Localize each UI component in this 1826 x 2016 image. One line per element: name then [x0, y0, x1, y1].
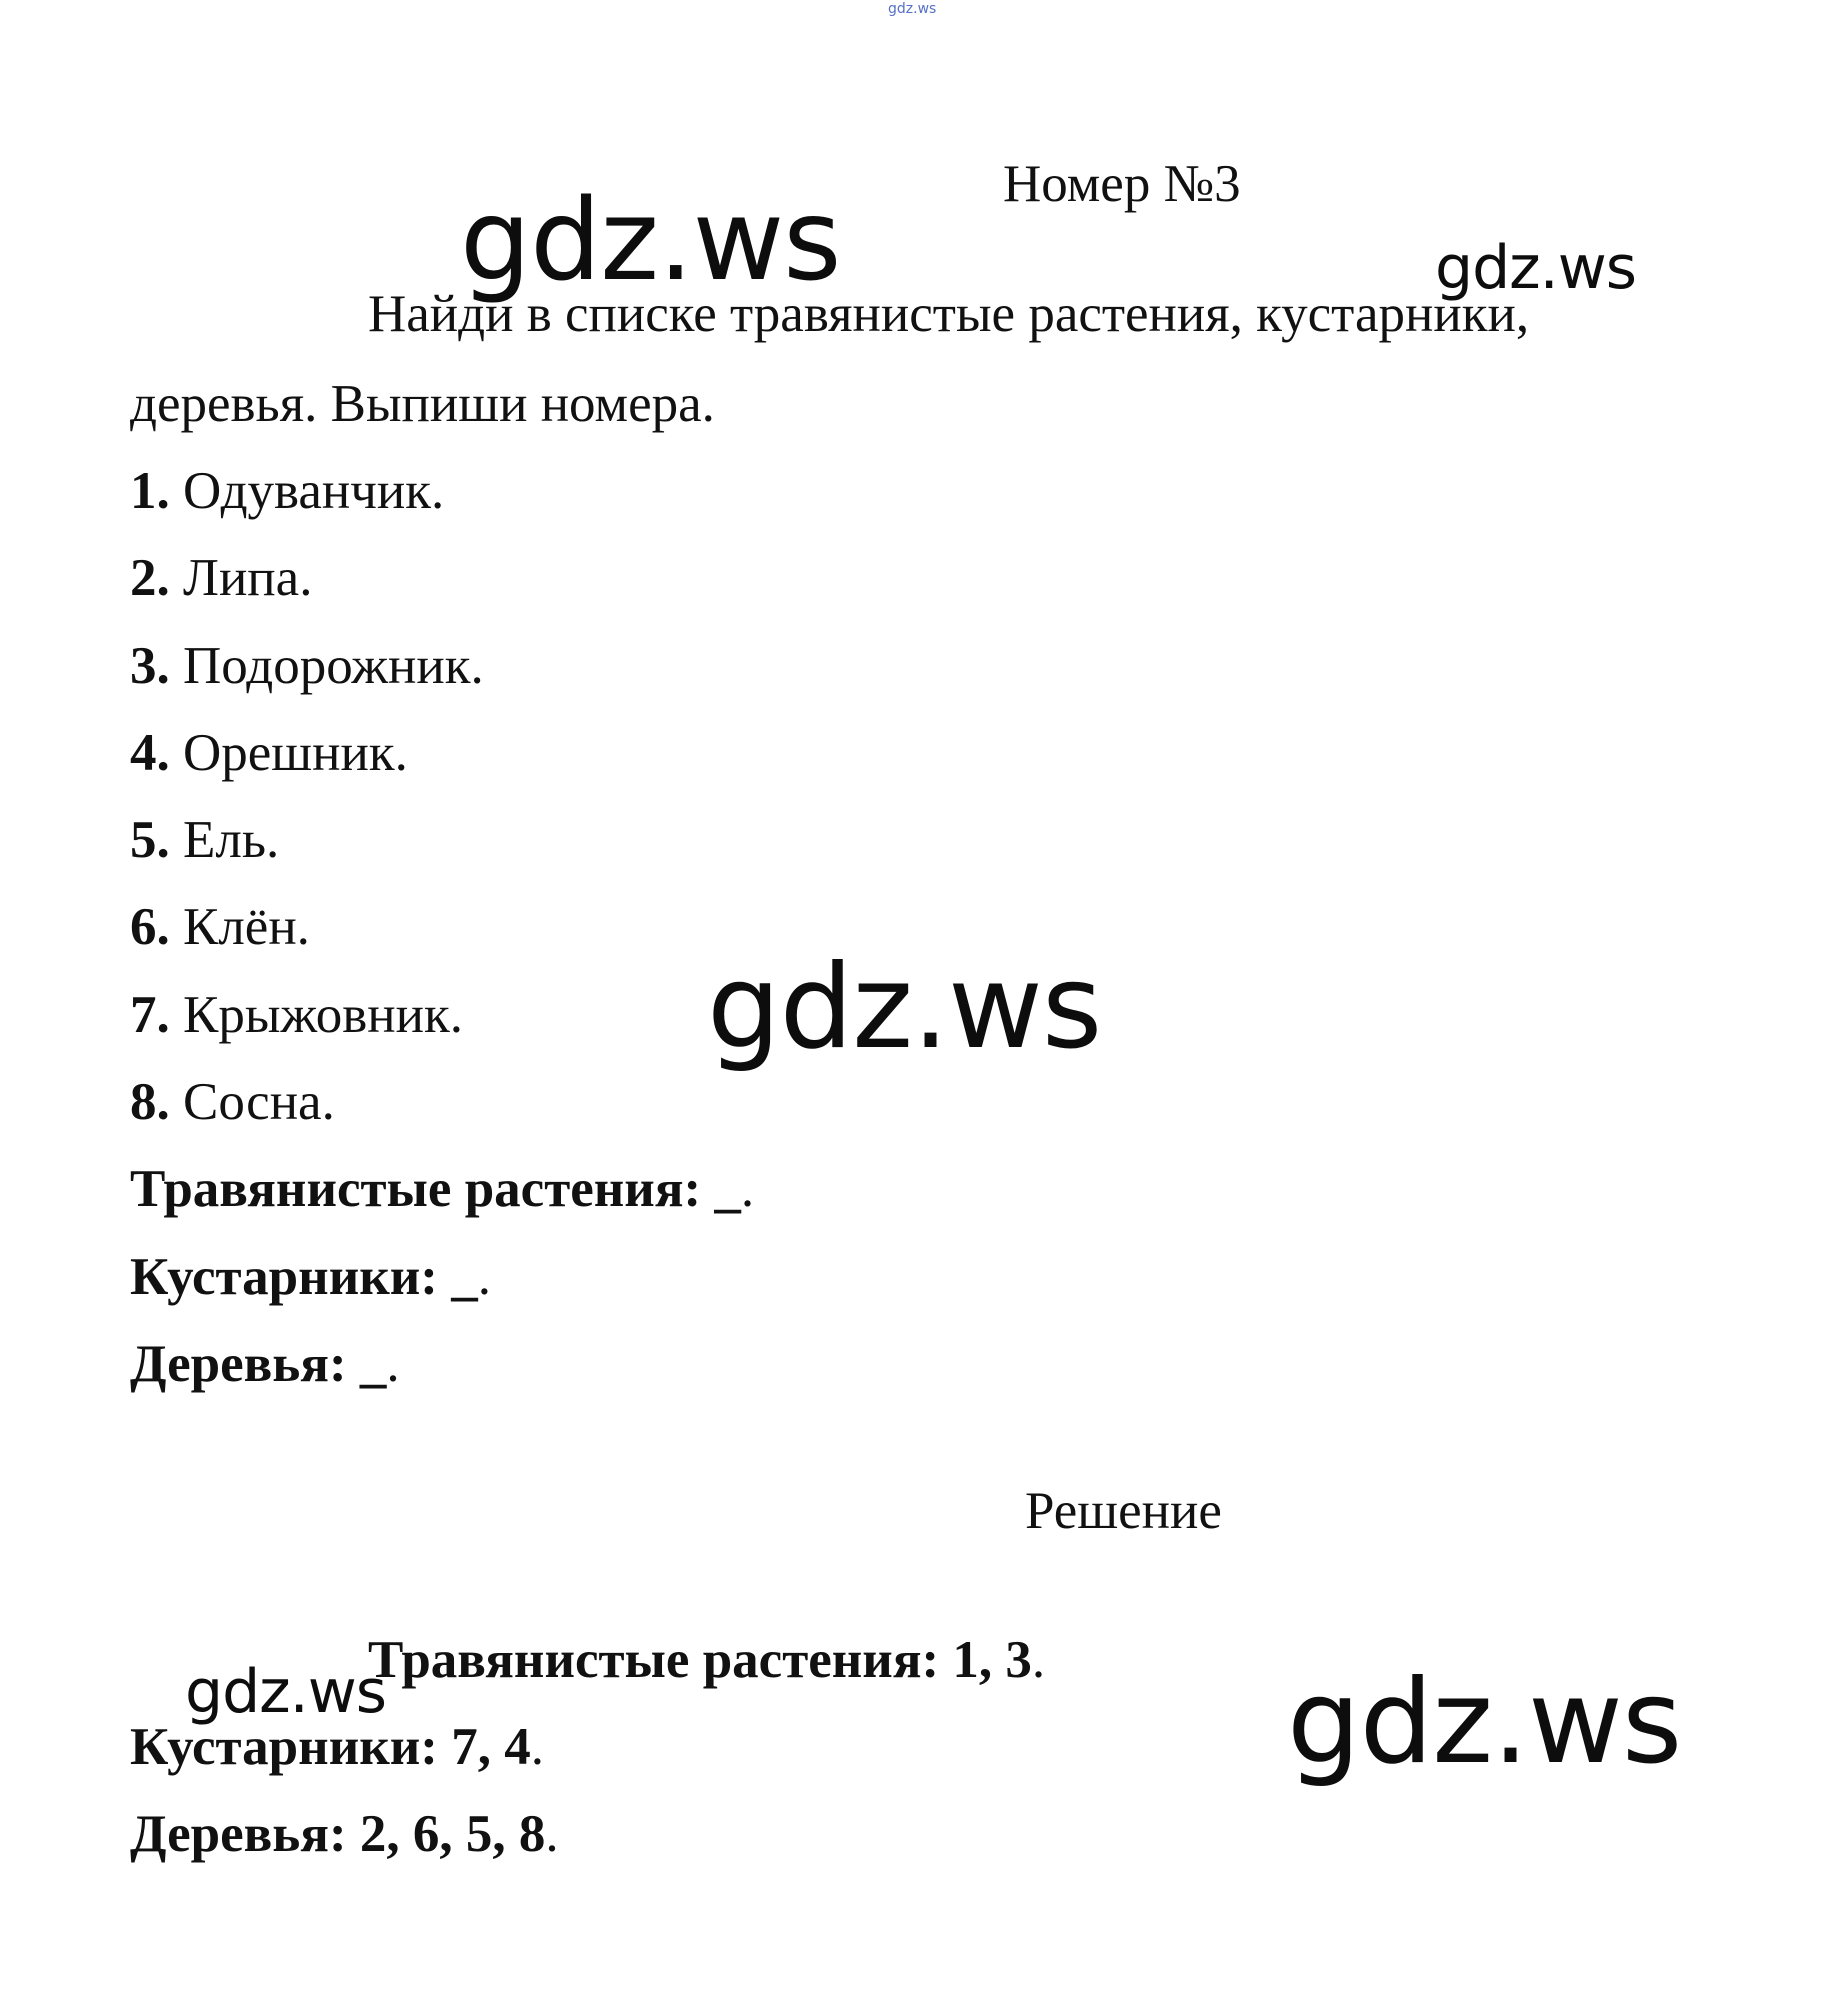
answer-value: 7, 4 — [451, 1718, 531, 1776]
list-item-number: 6. — [130, 898, 170, 956]
watermark: gdz.ws — [707, 940, 1102, 1075]
list-item-text: Крыжовник. — [183, 986, 464, 1044]
solution-heading: Решение — [1025, 1482, 1222, 1540]
list-item — [130, 1073, 335, 1131]
blank-end: . — [386, 1335, 400, 1393]
page-title: Номер №3 — [1003, 155, 1241, 213]
answer-label: Кустарники: — [130, 1718, 438, 1776]
header-watermark: gdz.ws — [888, 1, 937, 17]
list-item — [130, 986, 464, 1044]
blank-value: _ — [359, 1335, 387, 1393]
list-item-text: Подорожник. — [183, 637, 484, 695]
list-item — [130, 637, 484, 695]
list-item-number: 3. — [130, 637, 170, 695]
blank-label: Деревья: — [130, 1335, 347, 1393]
answer-label: Деревья: — [130, 1805, 347, 1863]
list-item-text: Одуванчик. — [183, 462, 445, 520]
list-item-text: Сосна. — [183, 1073, 335, 1131]
watermark: gdz.ws — [1287, 1655, 1682, 1790]
list-item-number: 1. — [130, 462, 170, 520]
task-line-2: деревья. Выпиши номера. — [130, 375, 715, 433]
blank-label: Травянистые растения: — [130, 1160, 702, 1218]
blank-value: _ — [714, 1160, 741, 1218]
blank-end: . — [740, 1160, 755, 1218]
list-item-number: 5. — [130, 811, 170, 869]
blank-label: Кустарники: — [130, 1248, 438, 1306]
list-item-text: Ель. — [183, 811, 280, 869]
task-line-1: Найди в списке травянистые растения, кустарники, — [368, 285, 1530, 343]
blank-herbs — [130, 1160, 755, 1218]
list-item-text: Орешник. — [183, 724, 408, 782]
list-item-text: Липа. — [183, 549, 313, 607]
list-item — [130, 811, 280, 869]
list-item — [130, 549, 313, 607]
blank-trees — [130, 1335, 400, 1393]
answer-end: . — [545, 1805, 559, 1863]
list-item-number: 8. — [130, 1073, 170, 1131]
answer-shrubs — [130, 1718, 544, 1776]
list-item — [130, 724, 408, 782]
watermark: gdz.ws — [1435, 233, 1637, 303]
answer-trees — [130, 1805, 559, 1863]
blank-value: _ — [451, 1248, 478, 1306]
list-item-number: 7. — [130, 986, 170, 1044]
list-item-number: 4. — [130, 724, 170, 782]
answer-value: 2, 6, 5, 8 — [359, 1805, 546, 1863]
answer-value: 1, 3 — [952, 1631, 1032, 1689]
watermark: gdz.ws — [185, 1657, 387, 1727]
list-item — [130, 462, 445, 520]
list-item-text: Клён. — [183, 898, 310, 956]
watermark: gdz.ws — [460, 176, 841, 306]
answer-herbs — [368, 1631, 1046, 1689]
blank-shrubs — [130, 1248, 491, 1306]
answer-end: . — [1031, 1631, 1046, 1689]
blank-end: . — [477, 1248, 491, 1306]
answer-end: . — [530, 1718, 544, 1776]
list-item — [130, 898, 310, 956]
answer-label: Травянистые растения: — [368, 1631, 940, 1689]
list-item-number: 2. — [130, 549, 170, 607]
